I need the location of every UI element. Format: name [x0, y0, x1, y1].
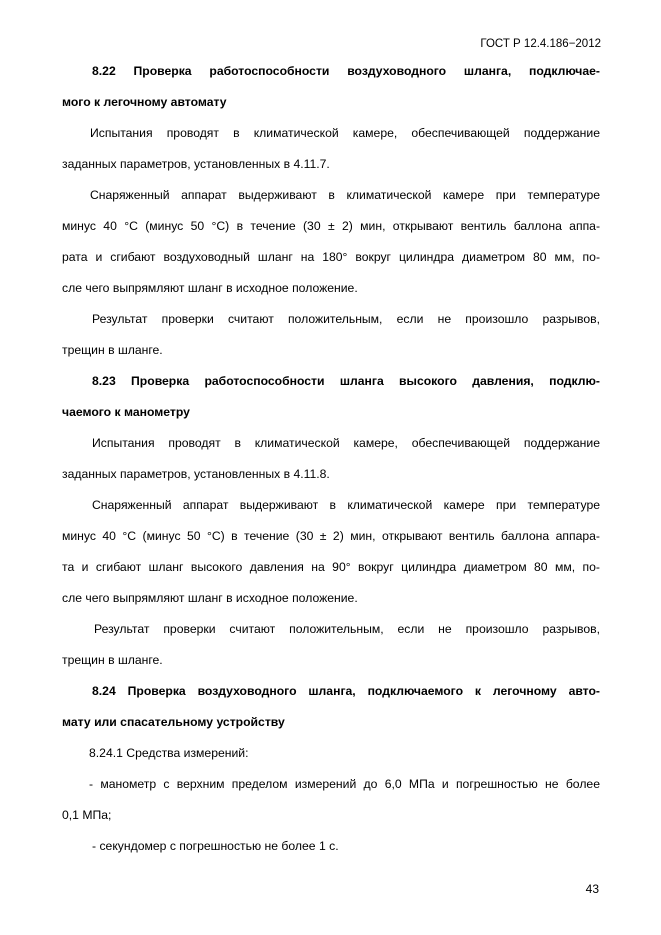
- paragraph-line: Результат проверки считают положительным, если не произошло разрывов,: [94, 622, 600, 636]
- section-heading-8-24-cont: мату или спасательному устройству: [62, 715, 285, 729]
- paragraph-line: Испытания проводят в климатической камере, обеспечивающей поддержание: [90, 126, 600, 140]
- list-item: - манометр с верхним пределом измерений до 6,0 МПа и погрешностью не более: [89, 777, 600, 791]
- paragraph-line: Результат проверки считают положительным, если не произошло разрывов,: [92, 312, 600, 326]
- paragraph-line: сле чего выпрямляют шланг в исходное положение.: [62, 281, 358, 295]
- paragraph-line: заданных параметров, установленных в 4.11.7.: [62, 157, 330, 171]
- subsection-heading-8-24-1: 8.24.1 Средства измерений:: [89, 746, 249, 760]
- paragraph-line: трещин в шланге.: [62, 343, 163, 357]
- paragraph-line: Испытания проводят в климатической камере, обеспечивающей поддержание: [92, 436, 600, 450]
- paragraph-line: минус 40 °С (минус 50 °С) в течение (30 ± 2) мин, открывают вентиль баллона аппара-: [62, 529, 600, 543]
- list-item-cont: 0,1 МПа;: [62, 808, 112, 822]
- section-heading-8-23-cont: чаемого к манометру: [62, 405, 190, 419]
- paragraph-line: трещин в шланге.: [62, 653, 163, 667]
- paragraph-line: заданных параметров, установленных в 4.11.8.: [62, 467, 330, 481]
- paragraph-line: рата и сгибают воздуховодный шланг на 180° вокруг цилиндра диаметром 80 мм, по-: [62, 250, 600, 264]
- section-heading-8-22-cont: мого к легочному автомату: [62, 95, 227, 109]
- list-item: - секундомер с погрешностью не более 1 с.: [92, 839, 339, 853]
- section-heading-8-23: 8.23 Проверка работоспособности шланга высокого давления, подклю-: [92, 374, 600, 388]
- paragraph-line: минус 40 °С (минус 50 °С) в течение (30 ± 2) мин, открывают вентиль баллона аппа-: [62, 219, 600, 233]
- section-heading-8-22: 8.22 Проверка работоспособности воздуховодного шланга, подключае-: [92, 64, 600, 78]
- paragraph-line: Снаряженный аппарат выдерживают в климатической камере при температуре: [90, 188, 600, 202]
- page-number: 43: [585, 882, 599, 896]
- paragraph-line: сле чего выпрямляют шланг в исходное положение.: [62, 591, 358, 605]
- section-heading-8-24: 8.24 Проверка воздуховодного шланга, подключаемого к легочному авто-: [92, 684, 600, 698]
- document-header: ГОСТ Р 12.4.186−2012: [480, 38, 601, 50]
- paragraph-line: Снаряженный аппарат выдерживают в климатической камере при температуре: [92, 498, 600, 512]
- paragraph-line: та и сгибают шланг высокого давления на 90° вокруг цилиндра диаметром 80 мм, по-: [62, 560, 600, 574]
